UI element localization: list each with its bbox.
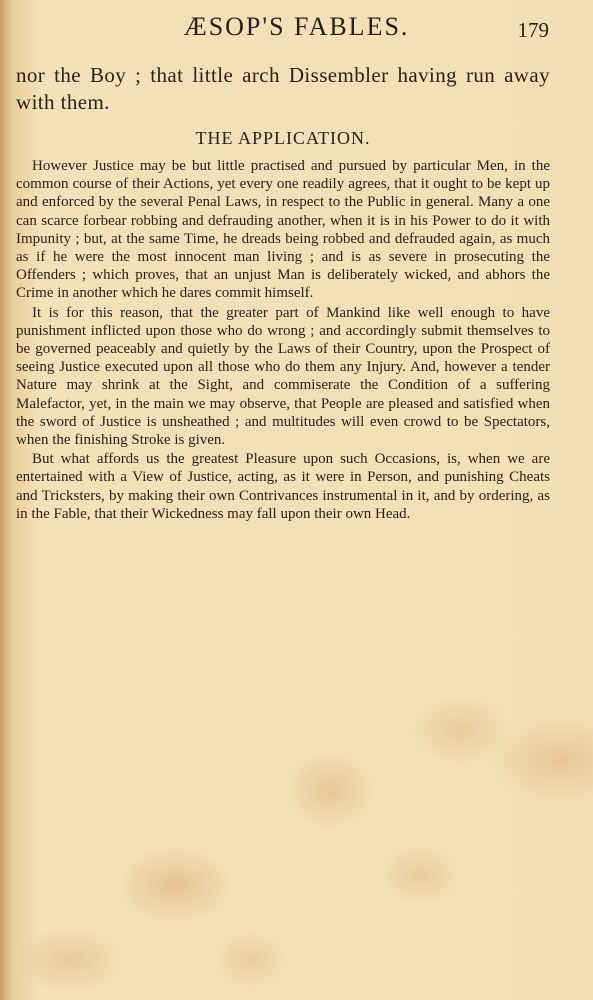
section-heading: THE APPLICATION. <box>195 128 371 148</box>
carry-over-text: nor the Boy ; that little arch Dissembler having run away with them. <box>16 63 550 114</box>
paragraph-3: But what affords us the greatest Pleasure upon such Occasions, is, when we are entertained with a View of Justice, acting, as it were in Person, and punishing Cheats and Tricksters, by making their own Contrivances instrumental in it, and by ordering, as in the Fable, that their Wickedness may fall upon their own Head. <box>16 451 550 522</box>
body-text <box>16 62 550 523</box>
page-number: 179 <box>517 18 549 42</box>
paragraph-1: However Justice may be but little practised and pursued by particular Men, in the common course of their Actions, yet every one readily agrees, that it ought to be kept up and enforced by the several Penal Laws, in respect to the Public in general. Many a one can scarce forbear robbing and defrauding another, when it is in his Power to do it with Impunity ; but, at the same Time, he dreads being robbed and defrauded again, as much as if he were the most innocent man living ; and is as severe in prosecuting the Offenders ; which proves, that an unjust Man is deliberately wicked, and abhors the Crime in another which he dares commit himself. <box>16 158 550 302</box>
running-head <box>0 12 593 46</box>
paragraph-2: It is for this reason, that the greater part of Mankind like well enough to have punishment inflicted upon those who do wrong ; and accordingly submit themselves to be governed peaceably and quietly by the Laws of their Country, upon the Prospect of seeing Justice executed upon all those who do them any Injury. And, however a tender Nature may shrink at the Sight, and commiserate the Condition of a suffering Malefactor, yet, in the main we may observe, that People are pleased and satisfied when the sword of Justice is unsheathed ; and multitudes will even crowd to be Spectators, when the finishing Stroke is given. <box>16 304 550 449</box>
running-head-title: ÆSOP'S FABLES. <box>183 12 410 41</box>
